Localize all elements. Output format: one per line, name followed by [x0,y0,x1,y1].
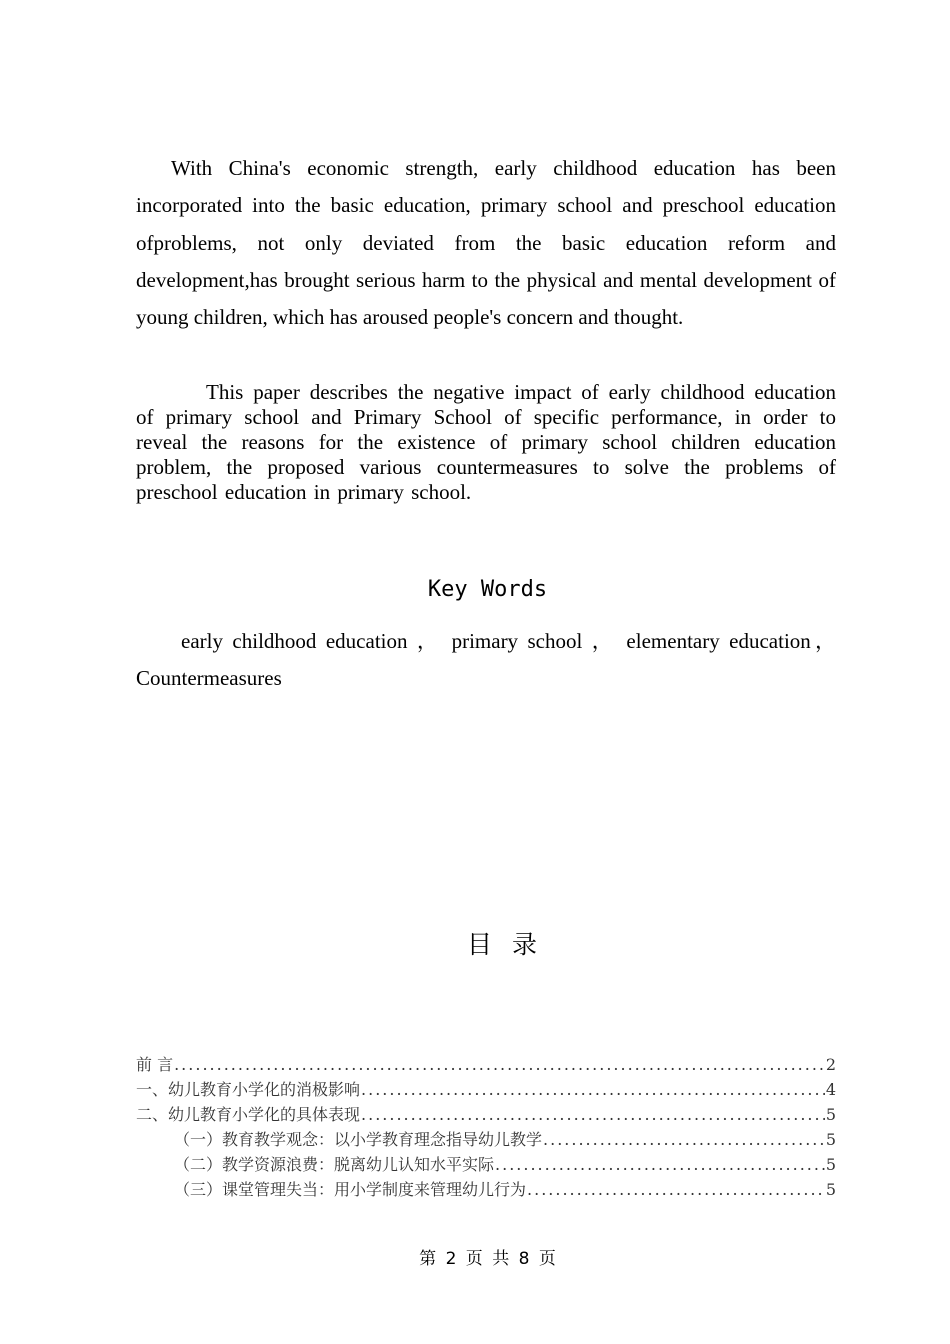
toc-leader-dots [527,1177,825,1202]
toc-leader-dots [543,1127,825,1152]
toc-subentry[interactable] [136,1177,836,1202]
abstract-paragraph-2: This paper describes the negative impact of early childhood education of primary school and Primary School of specific performance, in order to reveal the reasons for the existence of primary school children education problem, the proposed various countermeasures to solve the problems of preschool education in primary school. [136,380,836,504]
toc-entry-page: 5 [825,1155,836,1174]
toc-entry[interactable] [136,1102,836,1127]
toc-leader-dots [495,1152,825,1177]
toc-entry-title: （二）教学资源浪费：脱离幼儿认知水平实际 [174,1155,495,1174]
toc-entry-page: 5 [825,1130,836,1149]
toc-entry-title: （三）课堂管理失当：用小学制度来管理幼儿行为 [174,1180,527,1199]
toc-entry-page: 5 [825,1105,836,1124]
toc-entry[interactable] [136,1077,836,1102]
toc-leader-dots [174,1052,825,1077]
toc-subentry[interactable] [136,1152,836,1177]
toc-entry-title: （一）教育教学观念：以小学教育理念指导幼儿教学 [174,1130,543,1149]
toc-leader-dots [361,1077,825,1102]
toc-subentry[interactable] [136,1127,836,1152]
toc-entry-title: 一、幼儿教育小学化的消极影响 [136,1080,361,1099]
toc-entry-title: 前 言 [136,1055,174,1074]
abstract-paragraph-1: With China's economic strength, early childhood education has been incorporated into the basic education, primary school and preschool education ofproblems, not only deviated from the basic education reform and development,has brought serious harm to the physical and mental development of young children, which has aroused people's concern and thought. [136,156,836,330]
toc-entry[interactable] [136,1052,836,1077]
keywords-heading: Key Words [427,577,548,602]
toc-entry-page: 4 [825,1080,836,1099]
table-of-contents [136,1052,836,1202]
toc-entry-page: 2 [825,1055,836,1074]
toc-heading: 目录 [466,930,557,959]
keywords-text: early childhood education ， primary school ， elementary education，Countermeasures [136,629,836,691]
toc-entry-page: 5 [825,1180,836,1199]
toc-entry-title: 二、幼儿教育小学化的具体表现 [136,1105,361,1124]
toc-leader-dots [361,1102,825,1127]
page-footer: 第 2 页 共 8 页 [419,1249,556,1269]
